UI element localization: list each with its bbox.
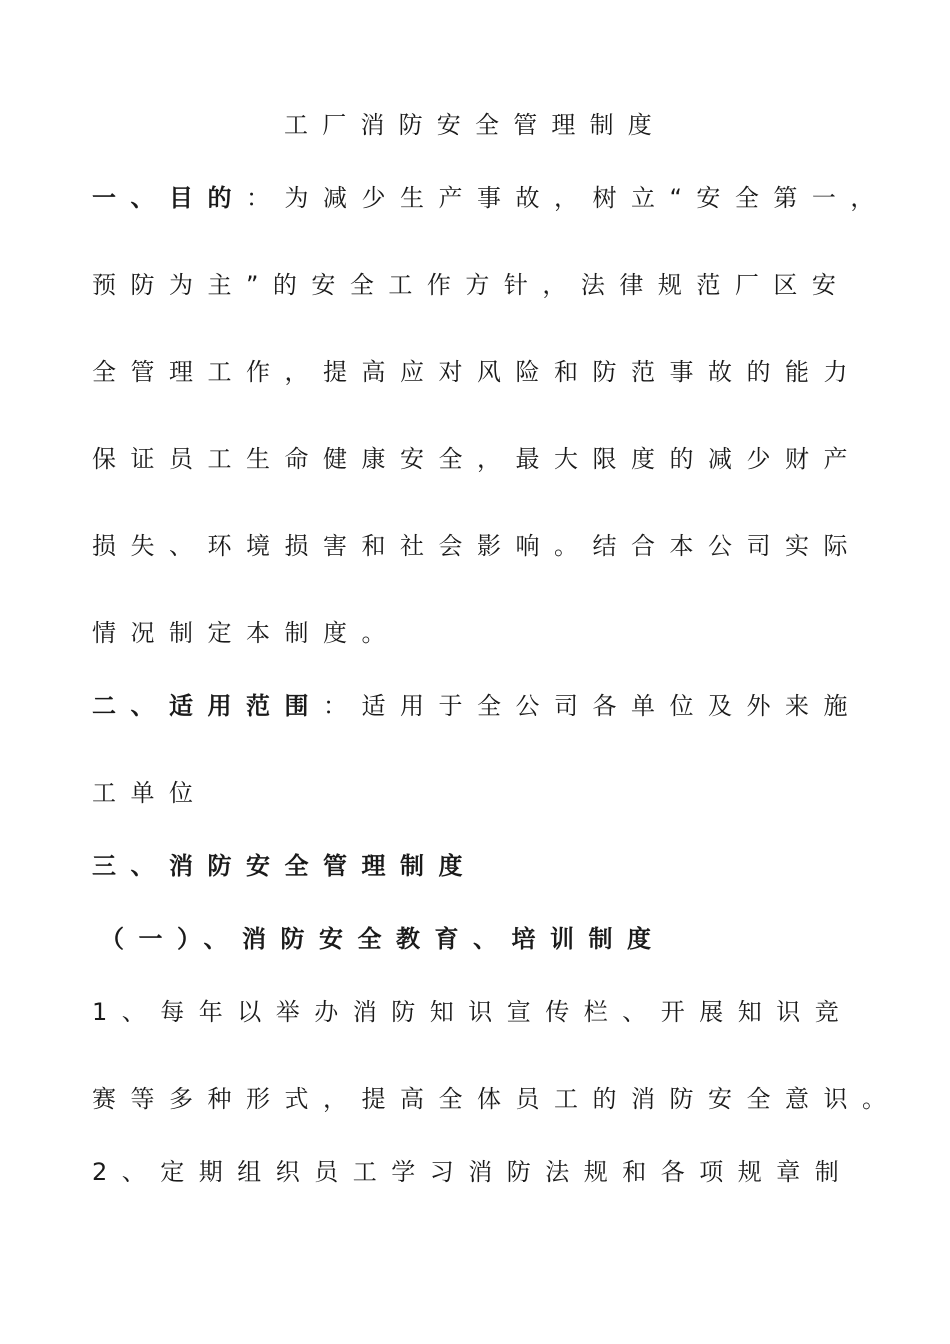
section1-text-line1: 为减少生产事故，树立“安全第一， (284, 184, 889, 212)
section1-text-line5: 损失、环境损害和社会影响。结合本公司实际 (92, 532, 862, 560)
section1-text-line2: 预防为主”的安全工作方针，法律规范厂区安 (92, 271, 851, 299)
section1-colon: ： (246, 184, 285, 212)
section1-heading: 一、目的 (92, 184, 246, 212)
item2-line1: 2、定期组织员工学习消防法规和各项规章制 (92, 1158, 854, 1186)
section3-subheading-1: （一）、消防安全教育、培训制度 (100, 925, 666, 953)
section2-heading: 二、适用范围 (92, 692, 323, 720)
section2-first-line (92, 691, 892, 721)
section3-heading: 三、消防安全管理制度 (92, 852, 477, 880)
section2-colon: ： (323, 692, 362, 720)
section2-text-line1: 适用于全公司各单位及外来施 (361, 692, 862, 720)
section1-first-line (92, 183, 892, 213)
section2-text-line2: 工单位 (92, 779, 208, 807)
item1-line1: 1、每年以举办消防知识宣传栏、开展知识竞 (92, 998, 854, 1026)
section1-text-line3: 全管理工作，提高应对风险和防范事故的能力 (92, 358, 862, 386)
section1-text-line4: 保证员工生命健康安全，最大限度的减少财产 (92, 445, 862, 473)
section1-text-line6: 情况制定本制度。 (92, 619, 400, 647)
document-title: 工厂消防安全管理制度 (284, 111, 666, 139)
item1-line2: 赛等多种形式，提高全体员工的消防安全意识。 (92, 1085, 901, 1113)
